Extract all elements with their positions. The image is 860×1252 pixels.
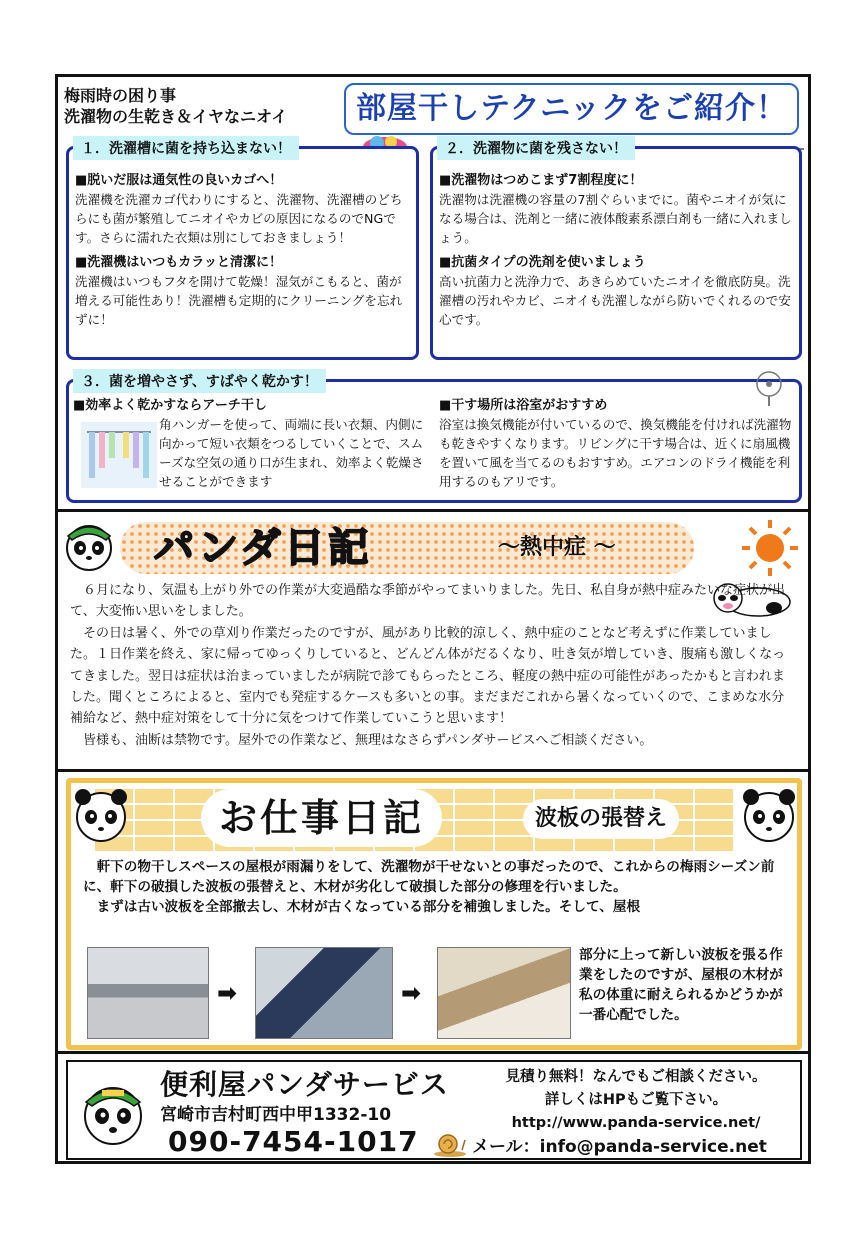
website-link[interactable]: http://www.panda-service.net/ [511,1115,761,1131]
work-paragraph-1: 軒下の物干しスペースの屋根が雨漏りをして、洗濯物が干せないとの事だったので、これからの梅雨シーズン前に、軒下の破損した波板の張替えと、木材が劣化して破損した部分の修理を行いました。 [83,859,775,895]
tip-3-text1: 角ハンガーを使って、両端に長い衣類、内側に向かって短い衣類をつるしていくことで、スムーズな空気の通り口が生まれ、効率よく乾燥させることができます [159,417,424,489]
panda-diary-subtitle: ～熱中症 ～ [498,535,616,560]
photo-work-in-progress [255,947,393,1039]
hanger-icon [79,418,159,492]
tip-box-3-tag: ３．菌を増やさず、すばやく乾かす！ [73,369,326,393]
diary-paragraph-2: その日は暑く、外での草刈り作業だったのですが、風があり比較的涼しく、熱中症のことなど考えずに作業していました。１日作業を終え、家に帰ってゆっくりしていると、どんどん体がだるくなり、吐き気が増していき、腹痛も激しくなってきました。翌日は症状は治まっていましたが病院で診てもらったところ、軽度の熱中症の可能性があったかもと言われました。聞くところによると、室内でも発症するケースも多いとの事。まだまだこれから暑くなっていくので、こまめな水分補給など、熱中症対策をして十分に気をつけて作業していこうと思います！ [70,625,786,727]
tip-box-1 [66,141,419,360]
tip-1-text2: 洗濯機はいつもフタを開けて乾燥！湿気がこもると、菌が増える可能性あり！洗濯槽も定期的にクリーニングを忘れずに！ [75,274,403,327]
business-phone[interactable]: 090-7454-1017 [168,1125,419,1158]
business-name: 便利屋パンダサービス [160,1068,449,1101]
fan-icon [751,368,787,408]
contact-section [58,1051,808,1163]
work-side-text: 部分に上って新しい波板を張る作業をしたのですが、屋根の木材が私の体重に耐えられるかどうかが一番心配でした。 [579,947,783,1023]
tip-box-2 [430,141,802,360]
laundry-header-line1: 梅雨時の困り事 [64,86,177,105]
sun-icon [740,518,800,578]
tip-2-sub1: ■洗濯物はつめこまず7割程度に！ [439,173,643,188]
tip-1-sub1: ■脱いだ服は通気性の良いカゴへ！ [75,173,283,188]
business-address: 宮崎市吉村町西中甲1332-10 [160,1105,392,1125]
tip-1-text1: 洗濯機を洗濯カゴ代わりにすると、洗濯物、洗濯槽のどちらにも菌が繁殖してニオイやカビの原因になるのでNGです。さらに濡れた衣類は別にしておきましょう！ [75,192,403,245]
arrow-right-icon: ➡ [217,979,238,1007]
work-diary-section [58,769,808,1051]
tip-1-sub2: ■洗濯機はいつもカラッと清潔に！ [75,255,283,270]
work-diary-subtitle: 波板の張替え [523,799,679,839]
laundry-header-line2: 洗濯物の生乾き＆イヤなニオイ [64,107,288,126]
diary-paragraph-1: ６月になり、気温も上がり外での作業が大変過酷な季節がやってまいりました。先日、私自身が熱中症みたいな症状が出て、大変怖い思いをしました。 [70,583,786,620]
contact-info [476,1066,796,1135]
tip-box-3 [66,374,802,503]
tip-3-right [439,390,799,491]
see-website-text: 詳しくはHPもご覧下さい。 [544,1092,728,1108]
free-estimate-text: 見積り無料！なんでもご相談ください。 [505,1069,767,1085]
diary-paragraph-3: 皆様も、油断は禁物です。屋外での作業など、無理はなさらずパンダサービスへご相談ください。 [83,732,653,748]
laundry-header [64,85,287,127]
laundry-title: 部屋干しテクニックをご紹介！ [344,83,799,135]
contact-panel [66,1060,802,1160]
panda-face-left-icon [71,785,131,845]
laundry-section [58,77,808,507]
panda-diary-title: パンダ日記 [154,525,373,571]
photo-old-roof [87,947,209,1039]
tip-2-text2: 高い抗菌力と洗浄力で、あきらめていたニオイを徹底防臭。洗濯槽の汚れやカビ、ニオイも洗濯しながら防いでくれるので安心です。 [439,274,791,327]
panda-mascot-icon [62,518,116,572]
tip-box-1-tag: １．洗濯槽に菌を持ち込まない！ [73,136,299,160]
work-diary-body [83,857,789,917]
work-diary-panel [66,778,802,1050]
tip-3-text2: 浴室は換気機能が付いているので、換気機能を付ければ洗濯物も乾きやすくなります。リビングに干す場合は、近くに扇風機を置いて風を当てるのもおすすめ。エアコンのドライ機能を利用するのもアリです。 [439,417,792,489]
panda-diary-body [70,580,796,751]
arrow-right-icon: ➡ [401,979,422,1007]
panda-logo-icon [78,1076,148,1148]
snail-icon [432,1132,468,1158]
newsletter-frame [55,74,811,1164]
work-paragraph-2: まずは古い波板を全部撤去し、木材が古くなっている部分を補強しました。そして、屋根 [96,899,641,915]
work-diary-title: お仕事日記 [201,789,442,847]
panda-face-right-icon [739,785,799,845]
tip-3-sub2: ■干す場所は浴室がおすすめ [439,398,608,413]
tip-2-text1: 洗濯物は洗濯機の容量の7割ぐらいまでに。菌やニオイが気になる場合は、洗剤と一緒に液体酸素系漂白剤も一緒に入れましょう。 [439,192,792,245]
email-link[interactable]: メール：info@panda-service.net [472,1137,767,1157]
tip-box-2-tag: ２．洗濯物に菌を残さない！ [437,136,635,160]
tip-3-sub1: ■効率よく乾かすならアーチ干し [73,398,267,413]
work-photo-strip [87,947,587,1043]
panda-diary-section [58,509,808,769]
tip-2-sub2: ■抗菌タイプの洗剤を使いましょう [439,255,646,270]
photo-new-roof [437,947,571,1039]
